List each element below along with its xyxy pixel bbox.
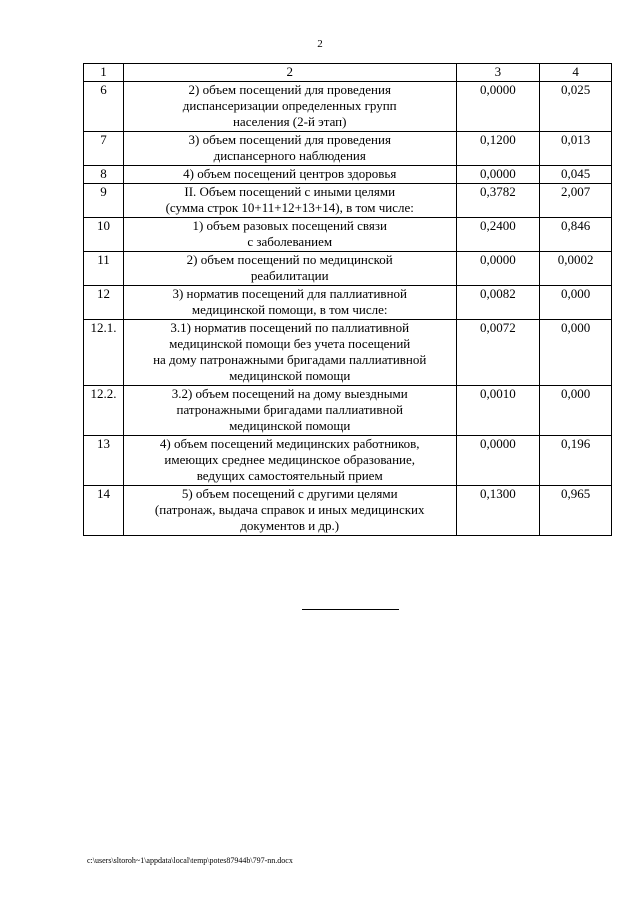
header-cell-3: 3 bbox=[456, 64, 540, 82]
row-number-cell: 12.2. bbox=[84, 386, 124, 436]
row-number-cell: 12 bbox=[84, 286, 124, 320]
header-cell-2: 2 bbox=[123, 64, 456, 82]
header-cell-4: 4 bbox=[540, 64, 612, 82]
description-cell bbox=[123, 320, 456, 386]
description-cell bbox=[123, 252, 456, 286]
description-line: 4) объем посещений центров здоровья bbox=[183, 166, 397, 181]
value-cell-col4: 2,007 bbox=[540, 184, 612, 218]
description-cell bbox=[123, 386, 456, 436]
row-number-cell: 10 bbox=[84, 218, 124, 252]
description-line: 5) объем посещений с другими целями bbox=[181, 486, 398, 501]
description-cell bbox=[123, 132, 456, 166]
value-cell-col3: 0,0010 bbox=[456, 386, 540, 436]
value-cell-col4: 0,846 bbox=[540, 218, 612, 252]
value-cell-col4: 0,025 bbox=[540, 82, 612, 132]
description-line: 4) объем посещений медицинских работников, bbox=[159, 436, 420, 451]
value-cell-col4: 0,013 bbox=[540, 132, 612, 166]
description-line: 3.2) объем посещений на дому выездными bbox=[171, 386, 408, 401]
description-line: медицинской помощи bbox=[229, 418, 351, 433]
row-number-cell: 9 bbox=[84, 184, 124, 218]
table-row bbox=[84, 386, 612, 436]
description-line: патронажными бригадами паллиативной bbox=[176, 402, 403, 417]
table-header-row bbox=[84, 64, 612, 82]
description-line: (сумма строк 10+11+12+13+14), в том числе: bbox=[165, 200, 414, 215]
row-number-cell: 8 bbox=[84, 166, 124, 184]
file-path: c:\users\sltoroh~1\appdata\local\temp\potes87944b\797-nn.docx bbox=[87, 856, 293, 865]
row-number-cell: 13 bbox=[84, 436, 124, 486]
table-row bbox=[84, 82, 612, 132]
description-line: документов и др.) bbox=[240, 518, 340, 533]
table-row bbox=[84, 486, 612, 536]
description-line: на дому патронажными бригадами паллиативной bbox=[153, 352, 427, 367]
description-line: имеющих среднее медицинское образование, bbox=[164, 452, 416, 467]
description-line: 2) объем посещений по медицинской bbox=[186, 252, 393, 267]
description-line: диспансерного наблюдения bbox=[213, 148, 366, 163]
table-row bbox=[84, 132, 612, 166]
table-body bbox=[84, 64, 612, 536]
page-number: 2 bbox=[317, 38, 323, 50]
row-number-cell: 14 bbox=[84, 486, 124, 536]
value-cell-col3: 0,1300 bbox=[456, 486, 540, 536]
row-number-cell: 12.1. bbox=[84, 320, 124, 386]
data-table bbox=[83, 63, 612, 536]
value-cell-col3: 0,0000 bbox=[456, 252, 540, 286]
value-cell-col4: 0,045 bbox=[540, 166, 612, 184]
value-cell-col4: 0,000 bbox=[540, 320, 612, 386]
description-line: 3) норматив посещений для паллиативной bbox=[172, 286, 407, 301]
description-cell bbox=[123, 82, 456, 132]
table-row bbox=[84, 166, 612, 184]
description-cell bbox=[123, 184, 456, 218]
table-row bbox=[84, 252, 612, 286]
description-line: медицинской помощи без учета посещений bbox=[169, 336, 411, 351]
description-line: (патронаж, выдача справок и иных медицинских bbox=[154, 502, 425, 517]
description-line: с заболеванием bbox=[247, 234, 333, 249]
table-row bbox=[84, 218, 612, 252]
value-cell-col3: 0,0000 bbox=[456, 82, 540, 132]
value-cell-col3: 0,1200 bbox=[456, 132, 540, 166]
table-row bbox=[84, 436, 612, 486]
value-cell-col3: 0,0000 bbox=[456, 436, 540, 486]
table-row bbox=[84, 320, 612, 386]
description-line: реабилитации bbox=[250, 268, 329, 283]
description-cell bbox=[123, 166, 456, 184]
description-line: диспансеризации определенных групп bbox=[182, 98, 397, 113]
description-line: II. Объем посещений с иными целями bbox=[184, 184, 396, 199]
value-cell-col4: 0,000 bbox=[540, 286, 612, 320]
value-cell-col4: 0,0002 bbox=[540, 252, 612, 286]
value-cell-col4: 0,000 bbox=[540, 386, 612, 436]
header-cell-1: 1 bbox=[84, 64, 124, 82]
value-cell-col3: 0,2400 bbox=[456, 218, 540, 252]
description-line: 3) объем посещений для проведения bbox=[188, 132, 391, 147]
description-cell bbox=[123, 218, 456, 252]
value-cell-col4: 0,965 bbox=[540, 486, 612, 536]
description-line: 3.1) норматив посещений по паллиативной bbox=[170, 320, 410, 335]
description-line: 1) объем разовых посещений связи bbox=[192, 218, 387, 233]
row-number-cell: 6 bbox=[84, 82, 124, 132]
description-cell bbox=[123, 286, 456, 320]
value-cell-col3: 0,0082 bbox=[456, 286, 540, 320]
value-cell-col3: 0,0072 bbox=[456, 320, 540, 386]
description-line: медицинской помощи bbox=[229, 368, 351, 383]
value-cell-col4: 0,196 bbox=[540, 436, 612, 486]
description-cell bbox=[123, 486, 456, 536]
value-cell-col3: 0,0000 bbox=[456, 166, 540, 184]
value-cell-col3: 0,3782 bbox=[456, 184, 540, 218]
description-line: медицинской помощи, в том числе: bbox=[191, 302, 388, 317]
table-row bbox=[84, 286, 612, 320]
table-row bbox=[84, 184, 612, 218]
row-number-cell: 7 bbox=[84, 132, 124, 166]
description-line: населения (2-й этап) bbox=[232, 114, 347, 129]
description-line: 2) объем посещений для проведения bbox=[188, 82, 391, 97]
description-line: ведущих самостоятельный прием bbox=[196, 468, 383, 483]
row-number-cell: 11 bbox=[84, 252, 124, 286]
description-cell bbox=[123, 436, 456, 486]
closing-rule bbox=[302, 609, 399, 610]
